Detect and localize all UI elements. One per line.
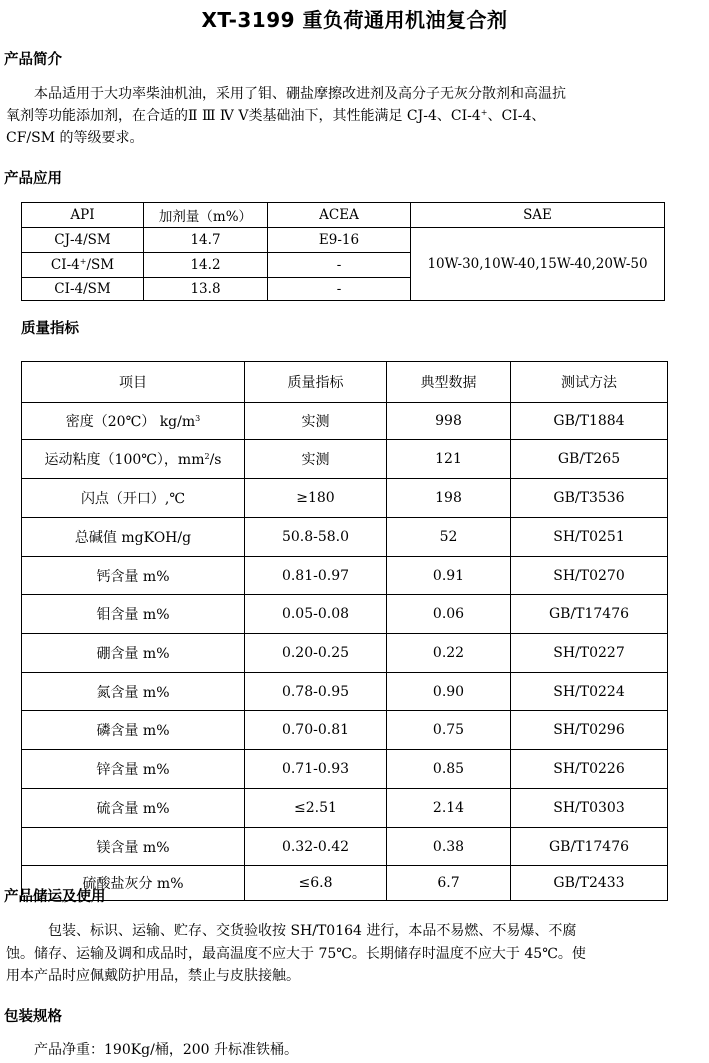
typical-cell: 0.91 <box>387 557 511 595</box>
header-acea: ACEA <box>268 203 411 228</box>
packaging-line: 产品净重：190Kg/桶，200 升标准铁桶。 <box>34 1042 299 1058</box>
table-row <box>22 479 668 518</box>
item-cell: 镁含量 m% <box>22 828 245 866</box>
quality-table <box>21 361 668 901</box>
spec-cell: 0.71-0.93 <box>245 750 387 789</box>
dose-cell: 14.2 <box>144 253 268 278</box>
item-cell: 钙含量 m% <box>22 557 245 595</box>
table-row <box>22 403 668 440</box>
item-cell: 密度（20℃） $kg/m^3$ <box>22 403 245 440</box>
table-row <box>22 557 668 595</box>
method-cell: GB/T2433 <box>511 866 668 901</box>
item-cell: 硼含量 m% <box>22 634 245 673</box>
method-cell: SH/T0251 <box>511 518 668 557</box>
spec-cell: 0.32-0.42 <box>245 828 387 866</box>
acea-cell: - <box>268 253 411 278</box>
typical-cell: 198 <box>387 479 511 518</box>
table-row <box>22 828 668 866</box>
typical-cell: 0.75 <box>387 711 511 750</box>
dose-cell: 14.7 <box>144 228 268 253</box>
spec-cell: 实测 <box>245 403 387 440</box>
table-row <box>22 634 668 673</box>
typical-cell: 2.14 <box>387 789 511 828</box>
method-cell: SH/T0296 <box>511 711 668 750</box>
header-dose: 加剂量（m%） <box>144 203 268 228</box>
spec-cell: ≤6.8 <box>245 866 387 901</box>
table-row <box>22 518 668 557</box>
packaging-heading: 包装规格 <box>4 1009 62 1025</box>
item-cell: 总碱值 mgKOH/g <box>22 518 245 557</box>
spec-cell: ≥180 <box>245 479 387 518</box>
header-api: API <box>22 203 144 228</box>
method-cell: SH/T0224 <box>511 673 668 711</box>
api-cell: CI-4/SM <box>22 278 144 301</box>
table-header-row <box>22 203 665 228</box>
header-item: 项目 <box>22 362 245 403</box>
method-cell: SH/T0226 <box>511 750 668 789</box>
method-cell: SH/T0270 <box>511 557 668 595</box>
method-cell: GB/T265 <box>511 440 668 479</box>
spec-cell: 50.8-58.0 <box>245 518 387 557</box>
application-table <box>21 202 665 301</box>
method-cell: GB/T17476 <box>511 595 668 634</box>
document-title: XT-3199 重负荷通用机油复合剂 <box>201 8 508 32</box>
table-row <box>22 711 668 750</box>
api-cell: CI-4+/SM <box>22 253 144 278</box>
header-sae: SAE <box>411 203 665 228</box>
typical-cell: 0.22 <box>387 634 511 673</box>
spec-cell: 0.70-0.81 <box>245 711 387 750</box>
item-cell: 运动粘度（100℃），$mm^2/s$ <box>22 440 245 479</box>
table-row <box>22 750 668 789</box>
typical-cell: 998 <box>387 403 511 440</box>
table-row <box>22 866 668 901</box>
table-row <box>22 595 668 634</box>
item-cell: 闪点（开口）,℃ <box>22 479 245 518</box>
spec-cell: 0.81-0.97 <box>245 557 387 595</box>
table-row <box>22 789 668 828</box>
method-cell: SH/T0227 <box>511 634 668 673</box>
typical-cell: 0.06 <box>387 595 511 634</box>
storage-line-2: 蚀。储存、运输及调和成品时，最高温度不应大于 75℃。长期储存时温度不应大于 45℃。使 <box>6 946 586 962</box>
typical-cell: 121 <box>387 440 511 479</box>
item-cell: 硫酸盐灰分 m% <box>22 866 245 901</box>
header-spec: 质量指标 <box>245 362 387 403</box>
storage-line-1: 包装、标识、运输、贮存、交货验收按 SH/T0164 进行，本品不易燃、不易爆、不腐 <box>48 923 577 939</box>
spec-cell: 0.20-0.25 <box>245 634 387 673</box>
item-cell: 氮含量 m% <box>22 673 245 711</box>
intro-line-3: CF/SM 的等级要求。 <box>6 130 144 146</box>
typical-cell: 0.90 <box>387 673 511 711</box>
table-row <box>22 228 665 253</box>
typical-cell: 0.85 <box>387 750 511 789</box>
quality-heading: 质量指标 <box>21 321 79 337</box>
acea-cell: E9-16 <box>268 228 411 253</box>
header-method: 测试方法 <box>511 362 668 403</box>
table-row <box>22 440 668 479</box>
typical-cell: 0.38 <box>387 828 511 866</box>
spec-cell: 0.05-0.08 <box>245 595 387 634</box>
item-cell: 硫含量 m% <box>22 789 245 828</box>
storage-heading: 产品储运及使用 <box>4 889 106 905</box>
method-cell: GB/T3536 <box>511 479 668 518</box>
storage-line-3: 用本产品时应佩戴防护用品，禁止与皮肤接触。 <box>6 968 300 984</box>
dose-cell: 13.8 <box>144 278 268 301</box>
api-cell: CJ-4/SM <box>22 228 144 253</box>
method-cell: GB/T17476 <box>511 828 668 866</box>
item-cell: 钼含量 m% <box>22 595 245 634</box>
method-cell: GB/T1884 <box>511 403 668 440</box>
spec-cell: 实测 <box>245 440 387 479</box>
table-row <box>22 673 668 711</box>
item-cell: 锌含量 m% <box>22 750 245 789</box>
intro-line-2: 氧剂等功能添加剂，在合适的Ⅱ Ⅲ Ⅳ Ⅴ类基础油下，其性能满足 CJ-4、CI-4+、CI-4、 <box>6 108 546 124</box>
spec-cell: ≤2.51 <box>245 789 387 828</box>
acea-cell: - <box>268 278 411 301</box>
typical-cell: 52 <box>387 518 511 557</box>
application-heading: 产品应用 <box>4 171 62 187</box>
header-typical: 典型数据 <box>387 362 511 403</box>
typical-cell: 6.7 <box>387 866 511 901</box>
method-cell: SH/T0303 <box>511 789 668 828</box>
intro-line-1: 本品适用于大功率柴油机油，采用了钼、硼盐摩擦改进剂及高分子无灰分散剂和高温抗 <box>34 86 566 102</box>
table-header-row <box>22 362 668 403</box>
sae-cell: 10W-30,10W-40,15W-40,20W-50 <box>411 228 665 301</box>
intro-heading: 产品简介 <box>4 52 62 68</box>
spec-cell: 0.78-0.95 <box>245 673 387 711</box>
item-cell: 磷含量 m% <box>22 711 245 750</box>
